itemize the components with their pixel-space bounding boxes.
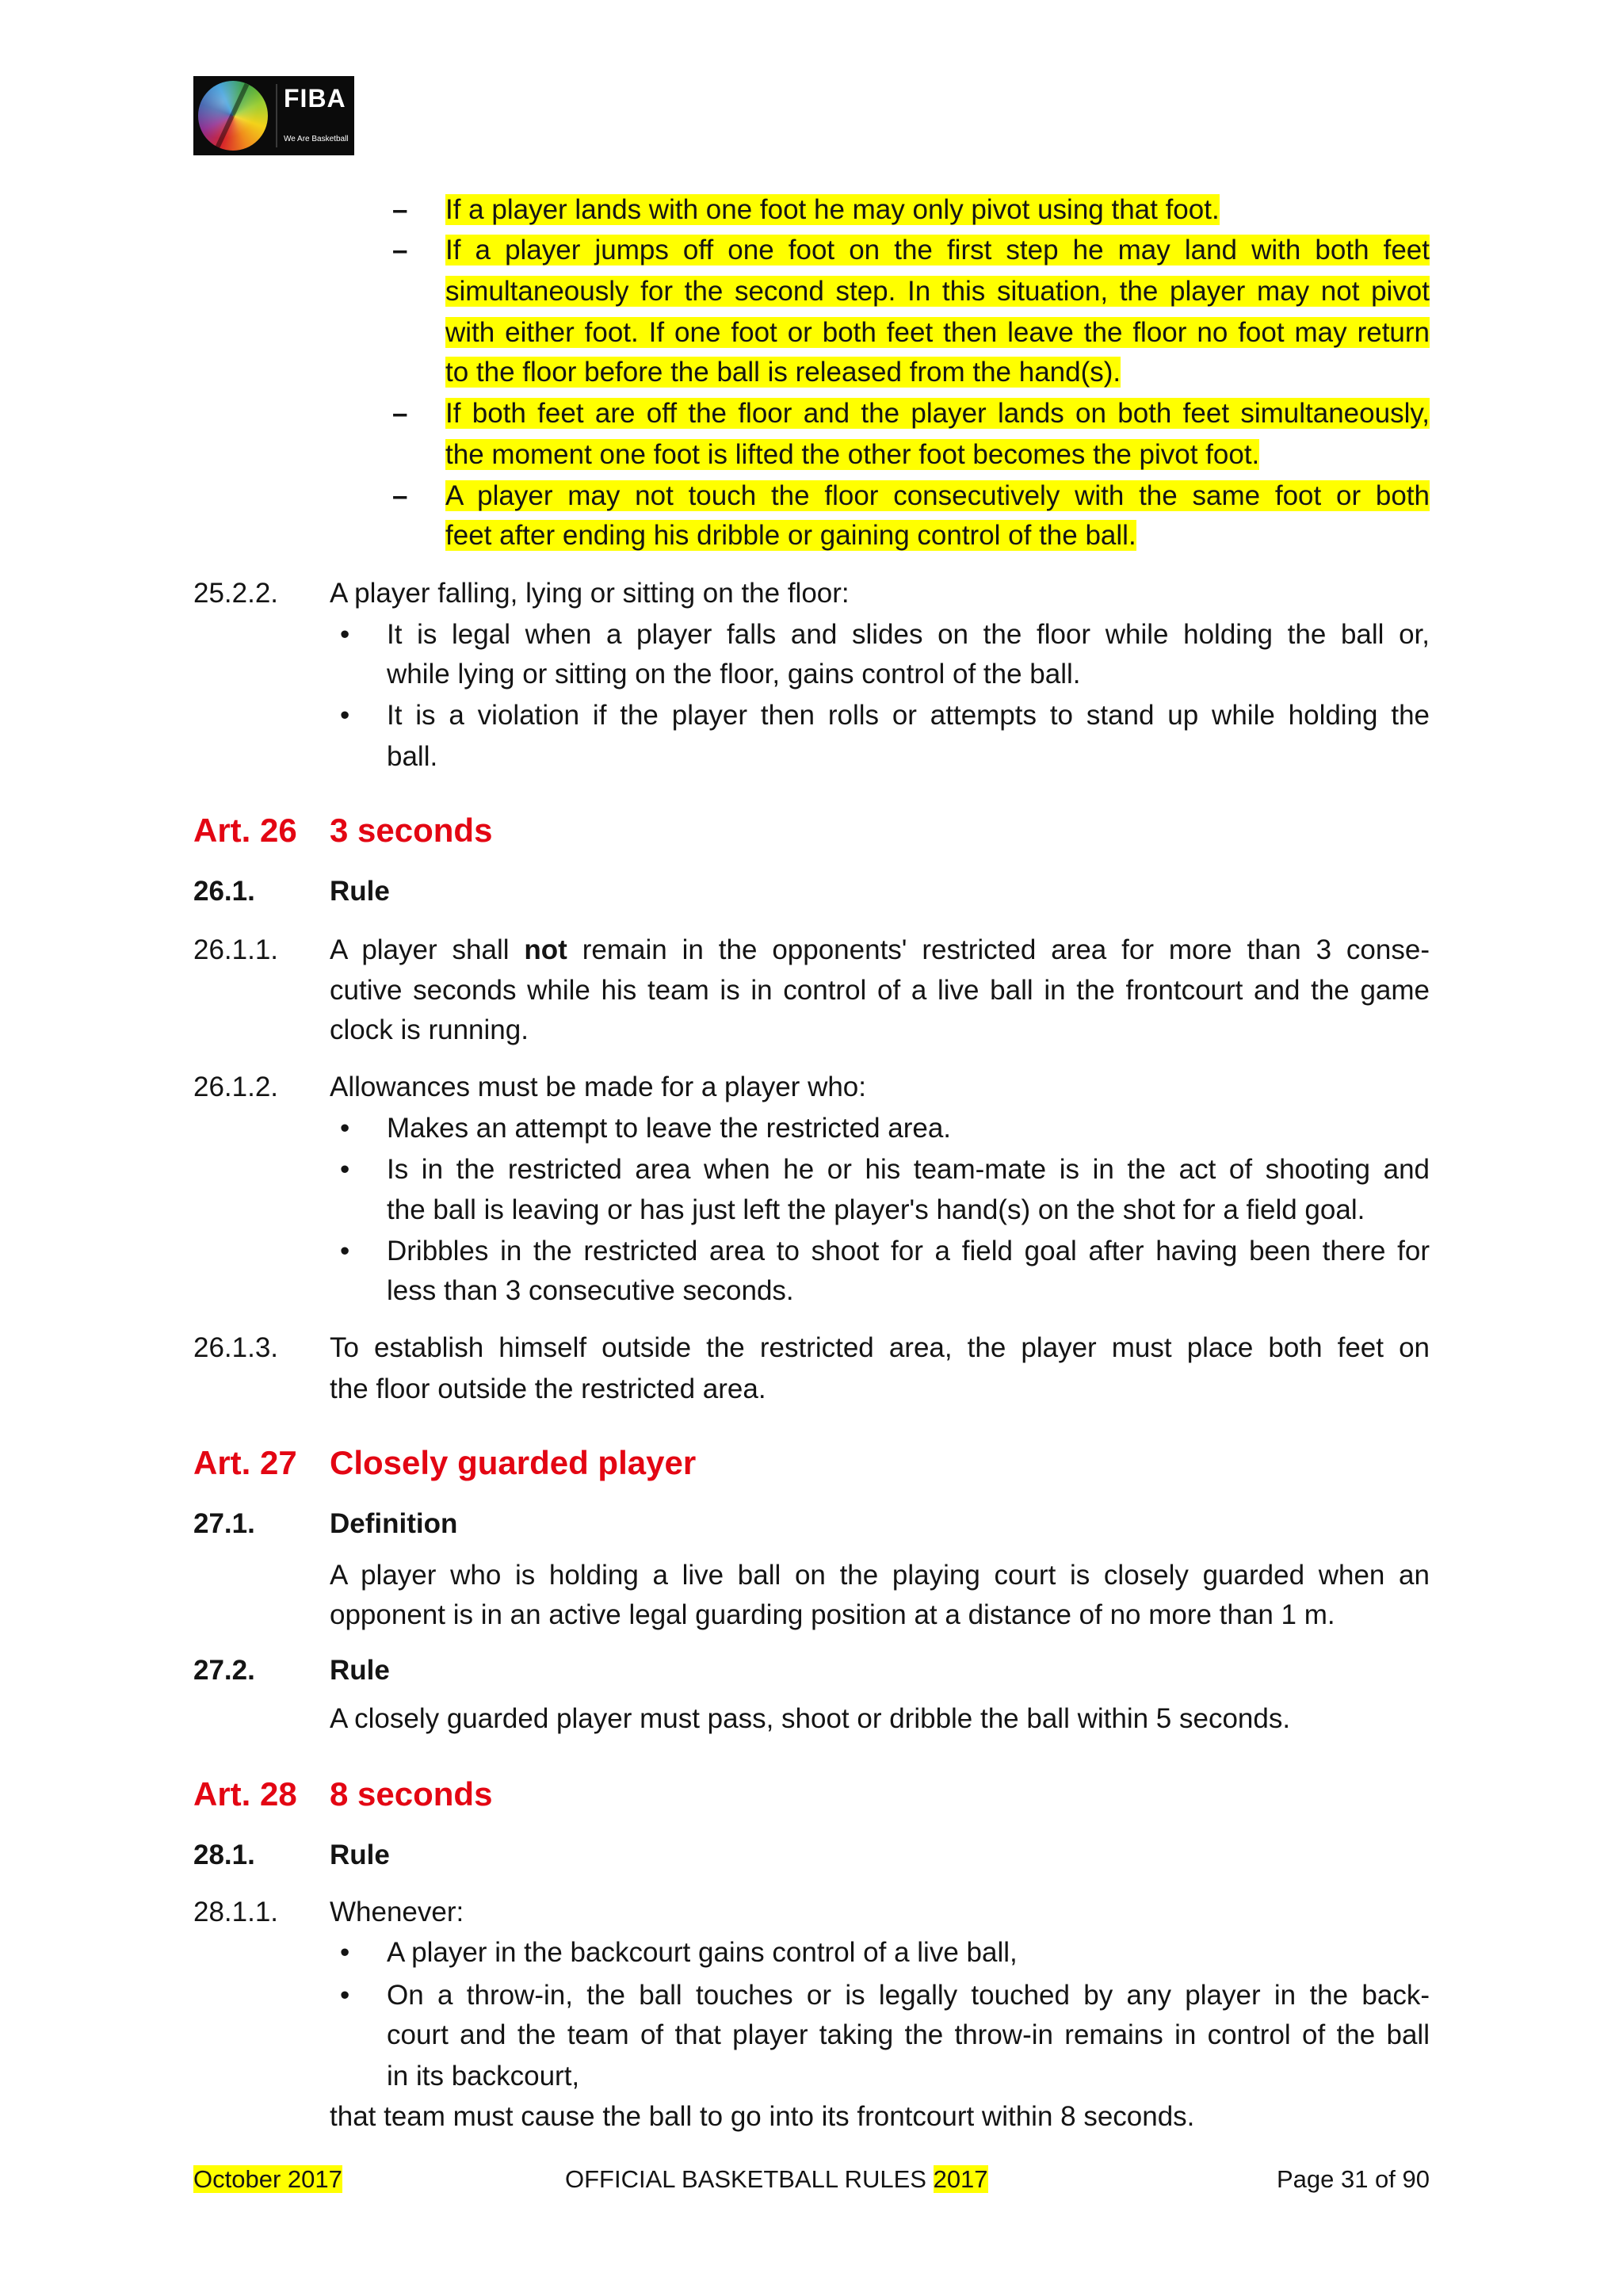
rule-text: opponent is in an active legal guarding position at a distance of no more than 1 m. [330, 1599, 1335, 1630]
bullet-icon: • [340, 700, 350, 731]
section-number: 28.1. [193, 1839, 255, 1870]
pivot-rule-text: with either foot. If one foot or both feet then leave the floor no foot may return [445, 317, 1430, 348]
dash-marker: – [392, 235, 408, 266]
article-title: Closely guarded player [330, 1444, 697, 1481]
bullet-text: less than 3 consecutive seconds. [387, 1275, 794, 1306]
pivot-rule-text: If a player jumps off one foot on the first step he may land with both feet [445, 235, 1430, 266]
article-number: Art. 28 [193, 1775, 297, 1813]
dash-marker: – [392, 398, 408, 429]
article-number: Art. 26 [193, 812, 297, 849]
rule-number: 28.1.1. [193, 1897, 279, 1927]
bullet-icon: • [340, 1236, 350, 1266]
rule-text: A closely guarded player must pass, shoot or dribble the ball within 5 seconds. [330, 1703, 1291, 1734]
pivot-rule-text: If both feet are off the floor and the player lands on both feet simultaneously, [445, 398, 1430, 429]
article-title: 8 seconds [330, 1775, 493, 1813]
logo-tagline: We Are Basketball [284, 135, 349, 143]
section-number: 26.1. [193, 876, 255, 907]
pivot-rule-text: feet after ending his dribble or gaining control of the ball. [445, 520, 1136, 551]
section-number: 27.1. [193, 1508, 255, 1539]
pivot-rule-line [445, 189, 1430, 230]
bullet-text: ball. [387, 741, 438, 772]
rule-text: Whenever: [330, 1897, 464, 1927]
bullet-text: court and the team of that player taking the throw-in remains in control of the ball [387, 2019, 1430, 2050]
footer-page-number: Page 31 of 90 [1276, 2165, 1430, 2193]
section-title: Rule [330, 1655, 390, 1686]
pivot-rule-line [445, 393, 1430, 434]
bullet-icon: • [340, 619, 350, 650]
pivot-rule-text: If a player lands with one foot he may only pivot using that foot. [445, 194, 1220, 225]
pivot-rule-line [445, 312, 1430, 353]
pivot-rule-text: to the floor before the ball is released from the hand(s). [445, 357, 1121, 388]
rule-text: that team must cause the ball to go into its frontcourt within 8 seconds. [330, 2101, 1195, 2132]
section-title: Rule [330, 1839, 390, 1870]
footer-title-year: 2017 [933, 2165, 988, 2193]
rule-emphasis: not [524, 934, 567, 965]
bullet-text: in its backcourt, [387, 2061, 580, 2092]
rule-text-part: A player shall [330, 934, 525, 965]
rule-number: 26.1.3. [193, 1332, 279, 1363]
rule-text: clock is running. [330, 1014, 529, 1045]
pivot-rule-line [445, 271, 1430, 311]
pivot-rule-line [445, 476, 1430, 516]
footer-date [193, 2161, 342, 2198]
section-title: Rule [330, 876, 390, 907]
pivot-rule-line [445, 515, 1430, 556]
section-title: Definition [330, 1508, 458, 1539]
pivot-rule-text: the moment one foot is lifted the other foot becomes the pivot foot. [445, 439, 1260, 470]
rule-number: 26.1.2. [193, 1072, 279, 1102]
bullet-icon: • [340, 1113, 350, 1144]
article-title: 3 seconds [330, 812, 493, 849]
footer-title-text: OFFICIAL BASKETBALL RULES [565, 2165, 934, 2193]
basketball-icon [198, 81, 268, 151]
pivot-rule-text: simultaneously for the second step. In this situation, the player may not pivot [445, 276, 1430, 307]
rule-text [330, 930, 1430, 970]
bullet-text: Makes an attempt to leave the restricted area. [387, 1113, 952, 1144]
logo-wordmark: FIBA [284, 84, 346, 113]
rule-number: 26.1.1. [193, 934, 279, 965]
article-number: Art. 27 [193, 1444, 297, 1481]
bullet-icon: • [340, 1937, 350, 1968]
bullet-text: On a throw-in, the ball touches or is legally touched by any player in the back- [387, 1980, 1430, 2011]
rule-text: To establish himself outside the restricted area, the player must place both feet on [330, 1332, 1430, 1363]
rule-text: A player who is holding a live ball on the playing court is closely guarded when an [330, 1560, 1430, 1591]
rule-number: 25.2.2. [193, 578, 279, 609]
pivot-rule-line [445, 434, 1430, 475]
rule-text: A player falling, lying or sitting on the floor: [330, 578, 850, 609]
rule-text: Allowances must be made for a player who: [330, 1072, 866, 1102]
pivot-rule-line [445, 230, 1430, 270]
section-number: 27.2. [193, 1655, 255, 1686]
rule-text: the floor outside the restricted area. [330, 1373, 766, 1404]
bullet-text: Is in the restricted area when he or his team-mate is in the act of shooting and [387, 1154, 1430, 1185]
pivot-rule-line [445, 352, 1430, 392]
bullet-text: while lying or sitting on the floor, gains control of the ball. [387, 659, 1081, 690]
bullet-icon: • [340, 1154, 350, 1185]
dash-marker: – [392, 480, 408, 511]
bullet-text: the ball is leaving or has just left the player's hand(s) on the shot for a field goal. [387, 1194, 1365, 1225]
pivot-rule-text: A player may not touch the floor consecutively with the same foot or both [445, 480, 1430, 511]
bullet-text: Dribbles in the restricted area to shoot for a field goal after having been there for [387, 1236, 1430, 1266]
rule-text-part: remain in the opponents' restricted area for more than 3 conse- [567, 934, 1430, 965]
dash-marker: – [392, 194, 408, 225]
bullet-icon: • [340, 1980, 350, 2011]
bullet-text: A player in the backcourt gains control of a live ball, [387, 1937, 1018, 1968]
footer-title [565, 2161, 988, 2198]
fiba-logo [193, 76, 354, 155]
bullet-text: It is a violation if the player then rolls or attempts to stand up while holding the [387, 700, 1430, 731]
rule-text: cutive seconds while his team is in control of a live ball in the frontcourt and the game [330, 975, 1430, 1006]
footer-date-text: October 2017 [193, 2165, 342, 2193]
logo-divider [276, 84, 277, 147]
bullet-text: It is legal when a player falls and slides on the floor while holding the ball or, [387, 619, 1430, 650]
